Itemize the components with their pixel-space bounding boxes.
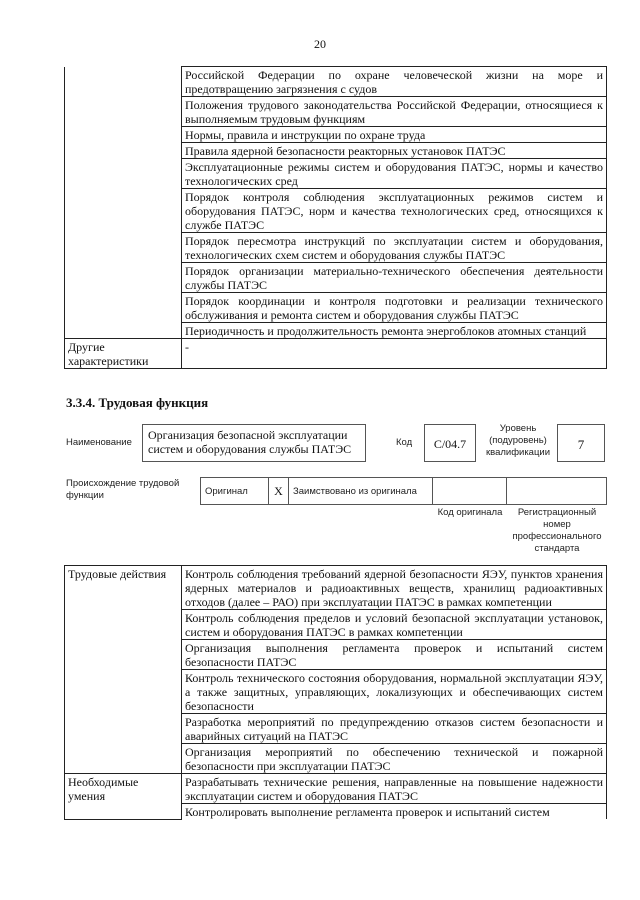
knowledge-item: Порядок пересмотра инструкций по эксплуатации систем и оборудования, технологических схем систем и оборудования службы ПАТЭС <box>182 233 607 263</box>
origin-table <box>200 477 607 505</box>
section-heading: 3.3.4. Трудовая функция <box>66 395 209 410</box>
origin-label: Происхождение трудовой функции <box>66 478 180 501</box>
knowledge-item: Правила ядерной безопасности реакторных установок ПАТЭС <box>182 143 607 159</box>
skill-item: Контролировать выполнение регламента проверок и испытаний систем <box>182 804 607 820</box>
name-label: Наименование <box>66 437 132 448</box>
actions-label: Трудовые действия <box>65 566 182 774</box>
code-value-box: C/04.7 <box>424 424 476 462</box>
table-row <box>65 774 607 804</box>
knowledge-table <box>64 66 607 369</box>
knowledge-item: Порядок организации материально-технического обеспечения деятельности службы ПАТЭС <box>182 263 607 293</box>
action-item: Контроль соблюдения пределов и условий безопасной эксплуатации установок, систем и оборудования ПАТЭС в рамках компетенции <box>182 610 607 640</box>
code-original-label: Код оригинала <box>437 507 503 518</box>
action-item: Организация мероприятий по обеспечению технической и пожарной безопасности при эксплуатации ПАТЭС <box>182 744 607 774</box>
knowledge-item: Периодичность и продолжительность ремонта энергоблоков атомных станций <box>182 323 607 339</box>
action-item: Контроль технического состояния оборудования, нормальной эксплуатации ЯЭУ, а также защитных, управляющих, локализующих и обеспечивающих систем безопасности <box>182 670 607 714</box>
code-label: Код <box>396 437 413 448</box>
knowledge-item: Порядок координации и контроля подготовки и реализации технического обслуживания и ремонта систем и оборудования службы ПАТЭС <box>182 293 607 323</box>
original-mark: X <box>269 478 289 505</box>
row-label-empty <box>65 67 182 339</box>
action-item: Организация выполнения регламента проверок и испытаний систем безопасности ПАТЭС <box>182 640 607 670</box>
table-row <box>65 566 607 610</box>
other-characteristics-label: Другие характеристики <box>65 339 182 369</box>
qualification-level-label: Уровень (подуровень) квалификации <box>485 423 551 458</box>
skills-label: Необходимые умения <box>65 774 182 820</box>
knowledge-item: Российской Федерации по охране человеческой жизни на море и предотвращению загрязнения с судов <box>182 67 607 97</box>
knowledge-item: Нормы, правила и инструкции по охране труда <box>182 127 607 143</box>
knowledge-item: Положения трудового законодательства Российской Федерации, относящиеся к выполняемым трудовым функциям <box>182 97 607 127</box>
page-number: 20 <box>314 37 326 51</box>
function-name-box: Организация безопасной эксплуатации систем и оборудования службы ПАТЭС <box>142 424 366 462</box>
reg-number-cell <box>507 478 607 505</box>
qualification-level-box: 7 <box>557 424 605 462</box>
table-row <box>65 67 607 97</box>
table-row <box>65 339 607 369</box>
action-item: Контроль соблюдения требований ядерной безопасности ЯЭУ, пунктов хранения ядерных материалов и радиоактивных веществ, хранилищ радиоактивных отходов (далее – РАО) при эксплуатации ПАТЭС в рамках компетенции <box>182 566 607 610</box>
knowledge-item: Порядок контроля соблюдения эксплуатационных режимов систем и оборудования ПАТЭС, норм и качества технологических сред, относящихся к службе ПАТЭС <box>182 189 607 233</box>
knowledge-item: Эксплуатационные режимы систем и оборудования ПАТЭС, нормы и качество технологических сред <box>182 159 607 189</box>
original-label: Оригинал <box>201 478 269 505</box>
code-original-cell <box>433 478 507 505</box>
reg-number-label: Регистрационный номер профессионального стандарта <box>512 507 602 554</box>
other-characteristics-value: - <box>182 339 607 369</box>
borrowed-label: Заимствовано из оригинала <box>289 478 433 505</box>
action-item: Разработка мероприятий по предупреждению отказов систем безопасности и аварийных ситуаций на ПАТЭС <box>182 714 607 744</box>
skill-item: Разрабатывать технические решения, направленные на повышение надежности эксплуатации систем и оборудования ПАТЭС <box>182 774 607 804</box>
actions-table <box>64 565 607 820</box>
